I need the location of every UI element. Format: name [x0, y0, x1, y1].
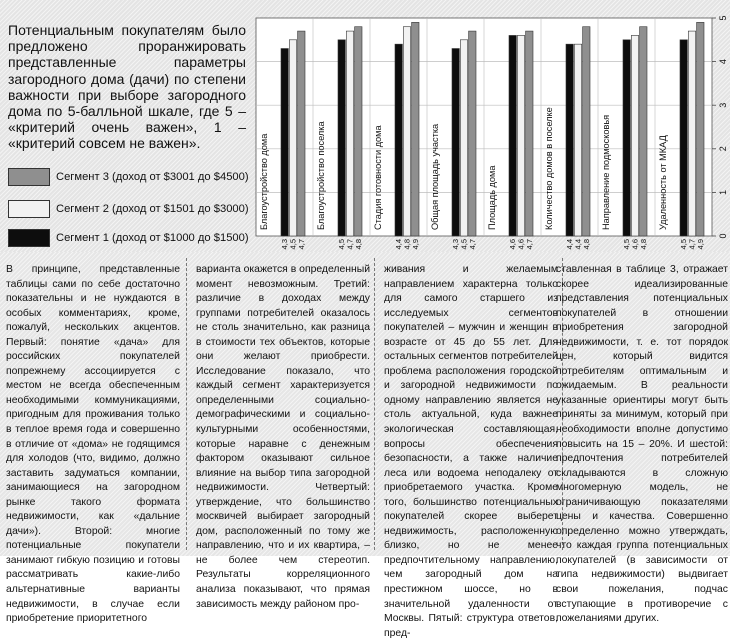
bar-value-label: 4,7: [524, 239, 534, 250]
bar: [680, 40, 687, 236]
bar-value-label: 4,5: [459, 239, 469, 250]
bar: [338, 40, 345, 236]
bar: [583, 27, 590, 236]
bar-value-label: 4,4: [565, 239, 575, 250]
bar: [574, 44, 581, 236]
text-column-2: варианта окажется в определенный момент невозможным. Третий: различие в доходах между группами потребителей оказалось не столь значительно, как разница в стоимости тех объектов, которые они желают приобрести. Исследование показало, что каждый сегмент характеризуется определенными социально-демографическими и социально-культурными особенностями, которые наравне с денежным фактором оказывают сильное влияние на выбор типа загородной недвижимости. Четвертый: утверждение, что большинство москвичей выбирает загородный дом, расположенный по тому же направлению, что и их квартира, – не более чем стереотип. Результаты корреляционного анализа показывают, что прямая зависимость между районом про-: [196, 264, 370, 610]
y-tick-label: 5: [718, 15, 728, 21]
y-tick-label: 0: [718, 233, 728, 239]
bar: [509, 35, 516, 236]
text-column-3: живания и желаемым направлением характерна только для самого старшего из исследуемых сегментов покупателей – мужчин и женщин в возрасте от 45 до 55 лет. Для остальных сегментов потребителей проблема расположения городской и загородной недвижимости по одному направлению является не столь актуальной, куда важнее экологическая составляющая, вопросы обеспечения безопасности, а также наличие леса или водоема неподалеку от приобретаемого участка. Кроме того, большинство потенциальных покупателей скорее выберет недвижимость, расположенную близко, но не менее предпочтительному направлению, чем загородный дом на престижном шоссе, но в значительной удаленности от Москвы. Пятый: структура ответов, пред-: [384, 264, 558, 639]
bar: [697, 22, 704, 236]
bar-value-label: 4,8: [581, 239, 591, 250]
bar-value-label: 4,5: [288, 239, 298, 250]
bar-value-label: 4,7: [467, 239, 477, 250]
bar: [281, 49, 288, 236]
bar-value-label: 4,3: [280, 239, 290, 250]
column-divider-2: [374, 258, 375, 550]
bar-value-label: 4,6: [508, 239, 518, 250]
bar: [460, 40, 467, 236]
bar-value-label: 4,8: [402, 239, 412, 250]
bar-value-label: 4,9: [695, 239, 705, 250]
bar: [452, 49, 459, 236]
bar-value-label: 4,8: [638, 239, 648, 250]
bar: [623, 40, 630, 236]
bar-value-label: 4,5: [679, 239, 689, 250]
bar-value-label: 4,5: [622, 239, 632, 250]
bar-value-label: 4,7: [296, 239, 306, 250]
bar-value-label: 4,4: [394, 239, 404, 250]
bar: [298, 31, 305, 236]
bar-value-label: 4,5: [337, 239, 347, 250]
y-tick-label: 4: [718, 59, 728, 65]
legend-label-segment-2: Сегмент 2 (доход от $1501 до $3000): [56, 203, 249, 215]
bar-value-label: 4,7: [687, 239, 697, 250]
bar: [566, 44, 573, 236]
bar: [517, 35, 524, 236]
bar: [640, 27, 647, 236]
column-divider-1: [186, 258, 187, 550]
y-tick-label: 2: [718, 146, 728, 152]
y-tick-label: 1: [718, 189, 728, 195]
bar-value-label: 4,8: [353, 239, 363, 250]
bar: [631, 35, 638, 236]
bar: [403, 27, 410, 236]
intro-paragraph: Потенциальным покупателям было предложено проранжировать представленные параметры загородного дома (дачи) по степени важности при выборе загородного дома по 5-балльной шкале, где 5 – «критерий очень важен», 1 – «критерий совсем не важен».: [8, 22, 246, 152]
bar-value-label: 4,6: [516, 239, 526, 250]
category-label: Количество домов в поселке: [544, 107, 554, 230]
bar-value-label: 4,7: [345, 239, 355, 250]
category-label: Благоустройство поселка: [316, 121, 326, 230]
bar: [346, 31, 353, 236]
bar-chart: [0, 0, 730, 252]
bar: [289, 40, 296, 236]
bar: [395, 44, 402, 236]
text-column-1: В принципе, представленные таблицы сами по себе достаточно показательны и не нуждаются в особых комментариях, кроме, пожалуй, нескольких акцентов. Первый: понятие «дача» для российских покупателей попрежнему ассоциируется с местом не всегда обеспеченным необходимыми коммуникациями, пригодным для проживания только в теплое время года и совершенно в отличие от «дома» не годящимся для холодов (что, видимо, должно заставить задуматься компании, занимающиеся на загородном рынке такого формата недвижимости, как «дальние дачи»). Второй: многие потенциальные покупатели занимают гибкую позицию и готовы рассматривать какие-либо альтернативные варианты недвижимости, в случае если приобретение приоритетного: [6, 264, 180, 625]
category-label: Благоустройство дома: [259, 133, 269, 230]
bar-value-label: 4,6: [630, 239, 640, 250]
bar: [469, 31, 476, 236]
bar: [688, 31, 695, 236]
bar: [355, 27, 362, 236]
legend-label-segment-3: Сегмент 3 (доход от $3001 до $4500): [56, 171, 249, 183]
category-label: Общая площадь участка: [430, 123, 440, 230]
bar-value-label: 4,4: [573, 239, 583, 250]
legend-label-segment-1: Сегмент 1 (доход от $1000 до $1500): [56, 232, 249, 244]
bar-value-label: 4,3: [451, 239, 461, 250]
y-tick-label: 3: [718, 102, 728, 108]
category-label: Удаленность от МКАД: [658, 135, 668, 230]
bar-value-label: 4,9: [410, 239, 420, 250]
category-label: Направление подмосковья: [601, 114, 611, 230]
category-label: Стадия готовности дома: [373, 125, 383, 230]
text-column-4: ставленная в таблице 3, отражает скорее идеализированные представления потенциальных покупателей в отношении приобретения загородной недвижимости, т. е. тот порядок цен, который видится потребителям оптимальным и ожидаемым. В реальности указанные ориентиры могут быть приняты за минимум, который при необходимости вполне допустимо повысить на 15 – 20%. И шестой: предпочтения потребителей складываются в сложную многомерную модель, не ограничивающую показателями цены и качества. Совершенно определенно можно утверждать, что каждая группа потенциальных покупателей (в зависимости от типа недвижимости) выдвигает свои пожелания, подчас вступающие в противоречие с пожеланиями других.: [556, 264, 728, 625]
bar: [526, 31, 533, 236]
category-label: Площадь дома: [487, 165, 497, 230]
bar: [412, 22, 419, 236]
